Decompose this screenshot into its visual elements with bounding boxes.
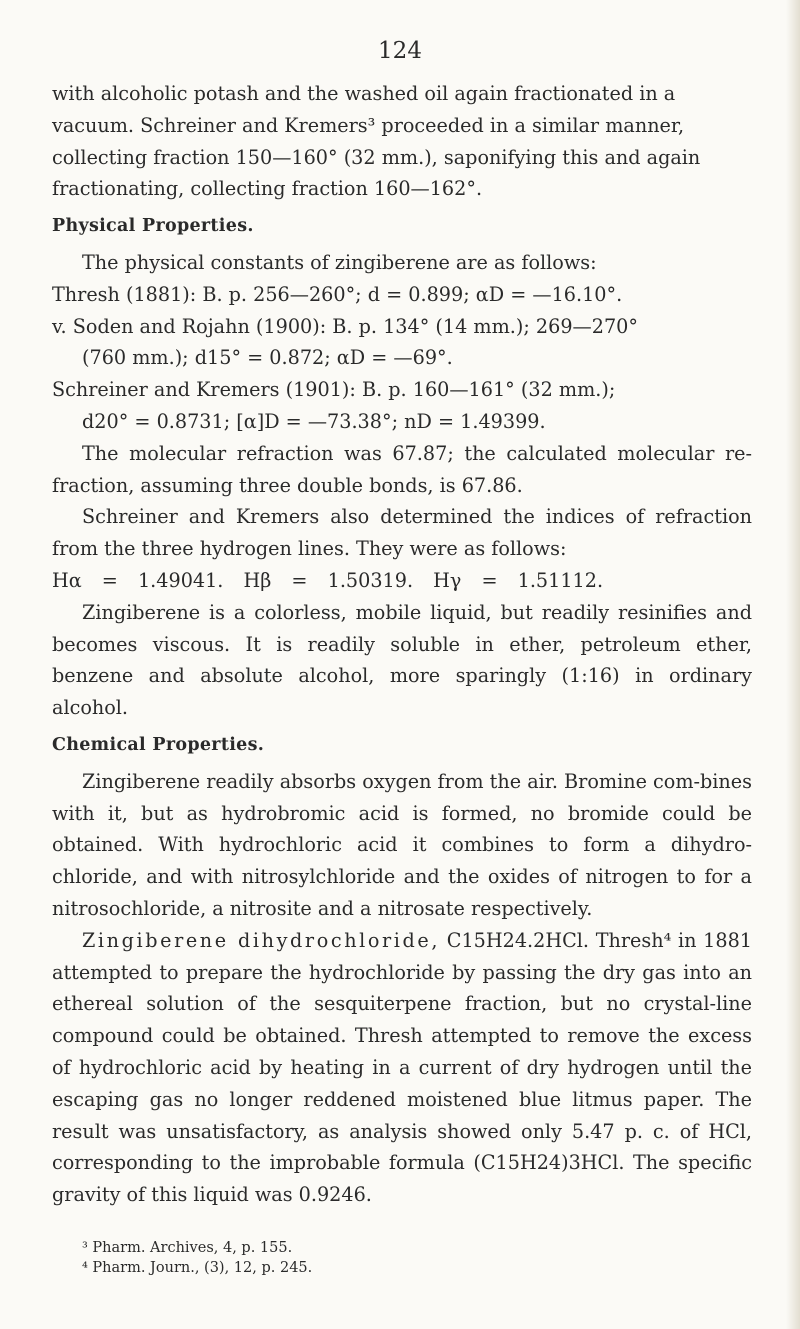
- dihydrochloride-paragraph: [52, 925, 752, 1211]
- body-text: [52, 78, 752, 1211]
- page-edge-shadow: [786, 0, 800, 1329]
- soden-constants: [52, 311, 752, 375]
- thresh-constants: Thresh (1881): B. p. 256—260°; d = 0.899; αD = —16.10°.: [52, 282, 623, 306]
- intro-paragraph: [52, 78, 752, 205]
- intro-line-3: collecting fraction 150—160° (32 mm.), saponifying this and again: [52, 145, 701, 169]
- physical-intro: The physical constants of zingiberene are as follows:: [82, 250, 597, 274]
- schreiner-constants: [52, 374, 752, 438]
- schreiner-line-1: Schreiner and Kremers (1901): B. p. 160—161° (32 mm.);: [52, 378, 616, 402]
- refraction-paragraph: The molecular refraction was 67.87; the calculated molecular re-fraction, assuming three double bonds, is 67.86.: [52, 441, 752, 497]
- footnotes: [82, 1238, 742, 1278]
- dihydrochloride-formula: C15H24.2HCl.: [446, 928, 589, 952]
- intro-line-1: with alcoholic potash and the washed oil again fractionated in a: [52, 82, 676, 105]
- heading-physical-properties: Physical Properties.: [52, 216, 254, 237]
- heading-chemical-properties: Chemical Properties.: [52, 734, 265, 755]
- hydrogen-lines: Hα = 1.49041. Hβ = 1.50319. Hγ = 1.51112.: [52, 568, 604, 592]
- dihydrochloride-name: Zingiberene dihydrochloride,: [82, 928, 441, 952]
- indices-paragraph: Schreiner and Kremers also determined the indices of refraction from the three hydrogen lines. They were as follows:: [52, 505, 752, 561]
- schreiner-line-2: d20° = 0.8731; [α]D = —73.38°; nD = 1.49399.: [82, 409, 546, 433]
- intro-line-4: fractionating, collecting fraction 160—162°.: [52, 177, 483, 201]
- dihydrochloride-text: Thresh⁴ in 1881 attempted to prepare the hydrochloride by passing the dry gas into an ethereal solution of the sesquiterpene fraction, but no crystal-line compound could be obtained. Thresh attempted to remove the excess of hydrochloric acid by heating in a current of dry hydrogen until the escaping gas no longer reddened moistened blue litmus paper. The result was unsatisfactory, as analysis showed only 5.47 p. c. of HCl, corresponding to the improbable formula (C15H24)3HCl. The specific gravity of this liquid was 0.9246.: [52, 928, 752, 1207]
- footnote-4: ⁴ Pharm. Journ., (3), 12, p. 245.: [82, 1260, 313, 1276]
- soden-line-1: v. Soden and Rojahn (1900): B. p. 134° (14 mm.); 269—270°: [52, 314, 638, 338]
- page-number: 124: [378, 38, 422, 64]
- chemical-paragraph: Zingiberene readily absorbs oxygen from the air. Bromine com-bines with it, but as hydrobromic acid is formed, no bromide could be obtained. With hydrochloric acid it combines to form a dihydro-chloride, and with nitrosylchloride and the oxides of nitrogen to for a nitrosochloride, a nitrosite and a nitrosate respectively.: [52, 769, 752, 920]
- footnote-3: ³ Pharm. Archives, 4, p. 155.: [82, 1240, 293, 1256]
- description-paragraph: Zingiberene is a colorless, mobile liquid, but readily resinifies and becomes viscous. It is readily soluble in ether, petroleum ether, benzene and absolute alcohol, more sparingly (1:16) in ordinary alcohol.: [52, 600, 752, 720]
- intro-line-2: vacuum. Schreiner and Kremers³ proceeded in a similar manner,: [52, 113, 685, 137]
- soden-line-2: (760 mm.); d15° = 0.872; αD = —69°.: [82, 346, 453, 370]
